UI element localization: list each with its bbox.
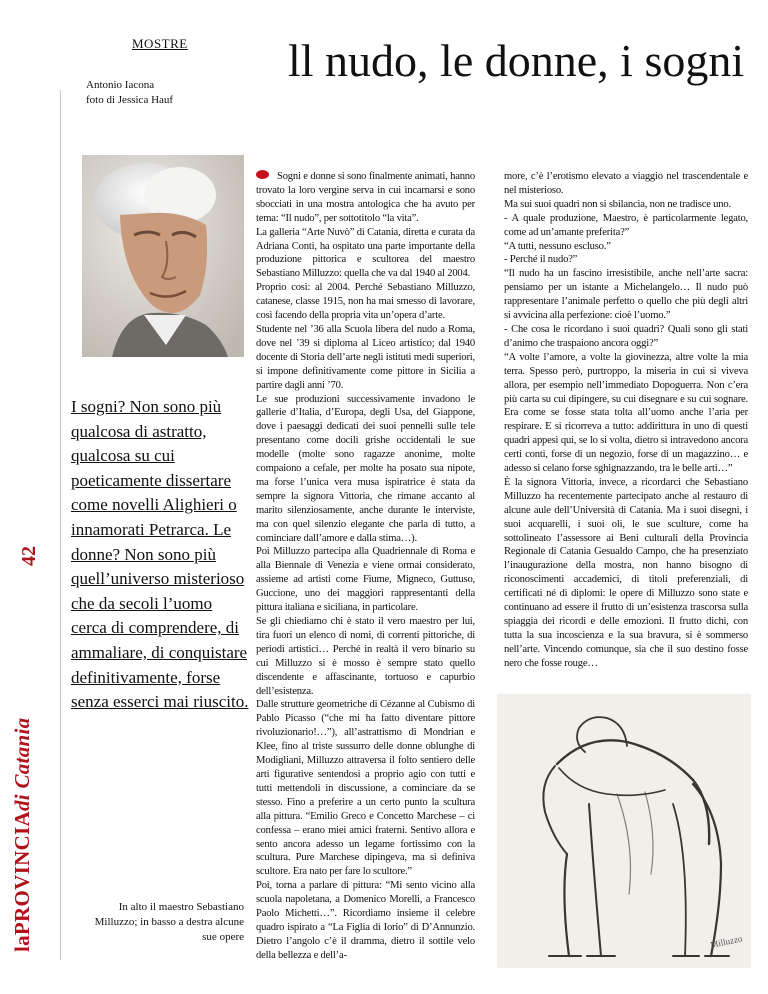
article-paragraph: Sogni e donne si sono finalmente animati, hanno trovato la loro vergine serva in cui incarnarsi e sono sbocciati in una mostra antologica che ha avuto per tema: “Il nudo”, per sottotitolo “la vita”. — [256, 171, 475, 224]
article-column-2 — [504, 170, 748, 671]
article-paragraph: - Che cosa le ricordano i suoi quadri? Quali sono gli stati d’animo che traspaiono ancora oggi?” — [504, 323, 748, 349]
headline: ll nudo, le donne, i sogni — [288, 35, 745, 86]
article-paragraph: Poi Milluzzo partecipa alla Quadriennale di Roma e alla Biennale di Venezia e viene ormai considerato, assieme ad artisti come Fiume, Migneco, Guttuso, Guccione, uno dei maggiori rappresentanti della pittura italiana e siciliana, in particolare. — [256, 546, 475, 614]
article-paragraph: - A quale produzione, Maestro, è particolarmente legato, come ad un’amante preferita?” — [504, 212, 748, 238]
photo-caption: In alto il maestro Sebastiano Milluzzo; in basso a destra alcune sue opere — [94, 901, 244, 943]
article-paragraph: Poi, torna a parlare di pittura: “Mi sento vicino alla scuola napoletana, a Domenico Morelli, a Francesco Paolo Michetti…”. Ricordiamo insieme il celebre quadro ispirato a “La Figlia di Iorio” di D’Annunzio. Dietro l’angolo c’è il dramma, dietro il sottile velo della bellezza e dell’a- — [256, 880, 475, 961]
article-paragraph: La galleria “Arte Nuvò” di Catania, diretta e curata da Adriana Conti, ha ospitato una parte importante della produzione pittorica e scultorea del maestro Sebastiano Milluzzo: quella che va dal 1940 al 2004. — [256, 226, 475, 280]
margin-rule — [60, 90, 61, 960]
article-column-1 — [256, 170, 475, 963]
brand-name: laPROVINCIA — [10, 811, 34, 952]
section-label: MOSTRE — [132, 36, 188, 51]
article-paragraph: Le sue produzioni successivamente invadono le gallerie d’Italia, d’Europa, degli Usa, del Giappone, dove i paesaggi dedicati dei suoi pennelli sulle tele presentano come docili grishe occidentali le sue modelle (molte sono ragazze anonime, molte compaiono a cefale, per molte ha posato sua nipote, ma forse l’unica vera musa ispiratrice è stata da sempre la signora Vittoria, che rimane accanto al marito silenziosamente, anche durante le interviste, ma con quel silenzio elegante che parla di tutto, a cominciare dall’amore e dalla stima…). — [256, 393, 475, 544]
byline — [86, 78, 173, 108]
page-number: 42 — [18, 546, 40, 566]
author: Antonio Iacona — [86, 79, 155, 91]
article-paragraph: Proprio così: al 2004. Perché Sebastiano Milluzzo, catanese, classe 1915, non ha mai smesso di lavorare, così facendo della propria vita un’opera d’arte. — [256, 282, 475, 322]
publication-masthead — [10, 718, 35, 952]
article-paragraph: Se gli chiediamo chi è stato il vero maestro per lui, tira fuori un elenco di nomi, di correnti pittoriche, di periodi artistici… Perché in realtà il vero binario su cui Milluzzo si è mosso è sempre stato quello discendente e affascinante, tortuoso e capurbio dell’esistenza. — [256, 616, 475, 697]
article-paragraph: more, c’è l’erotismo elevato a viaggio nel trascendentale e nel misterioso. — [504, 171, 748, 196]
bullet-dot-icon — [256, 170, 269, 179]
article-paragraph: Studente nel ’36 alla Scuola libera del nudo a Roma, dove nel ’39 si diploma al Liceo artistico; dal 1940 docente di Storia dell’arte negli istituti medi superiori, si impone definitivamente come pittore in Sicilia a partire dagli anni ’70. — [256, 323, 475, 391]
photo-credit: foto di Jessica Hauf — [86, 94, 174, 106]
nude-sketch-artwork — [497, 694, 751, 968]
article-paragraph: Ma sui suoi quadri non si sbilancia, non ne tradisce uno. — [504, 198, 731, 210]
article-paragraph: “Il nudo ha un fascino irresistibile, anche nell’arte sacra: pensiamo per un istante a Michelangelo… Il nudo può rappresentare l’animale perfetto o quello che più degli altri si avvicina alla perfezione: cioè l’uomo.” — [504, 268, 748, 322]
article-paragraph: “A tutti, nessuno escluso.” — [504, 240, 611, 252]
brand-suffix: di Catania — [10, 717, 34, 812]
article-paragraph: È la signora Vittoria, invece, a ricordarci che Sebastiano Milluzzo ha recentemente partecipato anche al restauro di alcune aule dell’Università di Catania. Ma i suoi disegni, i suoi acquarelli, i suoi oli, le sue sculture, come ha sottolineato l’assessore ai Beni culturali della Provincia Regionale di Catania Gesualdo Campo, che ha presenziato l’inaugurazione della mostra, non hanno bisogno di riconoscimenti accademici, di titoli preferenziali, di certificati né di diplomi: le opere di Milluzzo sono state e continuano ad essere il frutto di un’esistenza trascorsa sulla spiaggia dei ricordi e delle emozioni. Il frutto dichi, con tutta la sua incoscienza e la sua bravura, si è sommerso nell’arte. Vincendo comunque, sia che il suo destino fosse nero che fosse rouge… — [504, 476, 748, 669]
portrait-photo — [82, 155, 244, 357]
article-paragraph: Dalle strutture geometriche di Cézanne al Cubismo di Pablo Picasso (“che mi ha fatto diventare pittore rivoluzionario!…”), all’astrattismo di Mondrian e Klee, fino al triste sussurro delle donne oblunghe di Modigliani, Milluzzo attraversa il folto sentiero delle arti figurative sentendosi a proprio agio con tutti e tutti mettendoli in discussione, a cominciare da se stesso. Fino a preferire a un certo punto la scultura alla pittura. “Emilio Greco e Concetto Marchese – ci confessa – erano miei amici fraterni. Sentivo allora e sento ancora adesso un legame fortissimo con la scultura. Pure Marchese dipingeva, ma si definiva scultore. Era nato per fare lo scultore.” — [256, 699, 475, 878]
article-paragraph: - Perché il nudo?” — [504, 254, 578, 266]
pull-quote: I sogni? Non sono più qualcosa di astratto, qualcosa su cui poeticamente dissertare come novelli Alighieri o innamorati Petrarca. Le donne? Non sono più quell’universo misterioso che da secoli l’uomo cerca di comprendere, di ammaliare, di conquistare definitivamente, forse senza esserci mai riuscito. — [71, 397, 249, 712]
svg-text:Milluzzo: Milluzzo — [709, 933, 744, 950]
article-paragraph: “A volte l’amore, a volte la giovinezza, altre volte la mia terra. Spesso però, purtroppo, la miseria in cui si viveva allora, per esempio nell’immediato Dopoguerra. Non c’era più carta su cui dipingere, su cui disegnare e su cui sognare. Era come se fosse stata tolta all’uomo anche l’aria per respirare. E si ricorreva a tutto: addirittura in uno di questi quadri appesi qui, se lo si volta, dietro si intravedono ancora certi conti, forse di un negozio, forse di un magazzino… e adesso si celano forse sghignazzando, tra le belle arti…” — [504, 351, 748, 475]
